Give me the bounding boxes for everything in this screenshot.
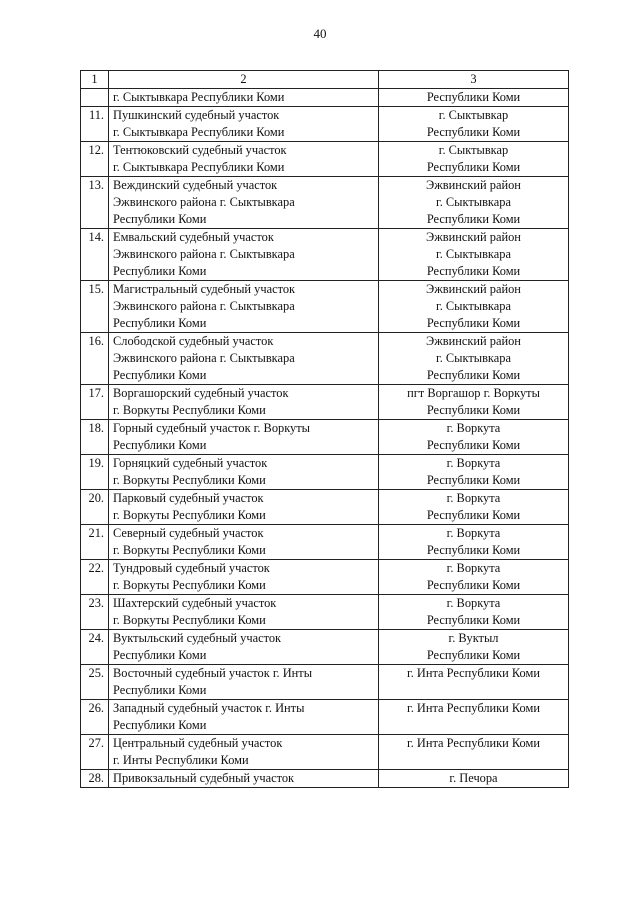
location-line: г. Воркута [446,456,501,470]
header-cell-2: 2 [109,71,379,89]
location-line: г. Сыктывкар [438,143,509,157]
location-line: г. Инта Республики Коми [407,736,540,750]
location-line: Республики Коми [426,578,521,592]
court-district-name [109,142,379,177]
court-name-line: Горный судебный участок г. Воркуты [113,421,310,435]
court-district-name [109,630,379,665]
court-name-line: г. Воркуты Республики Коми [113,578,266,592]
court-name-line: Привокзальный судебный участок [113,771,295,785]
page-number: 40 [313,26,327,41]
table-row [81,560,569,595]
court-district-name [109,560,379,595]
location-line: Республики Коми [426,648,521,662]
row-number: 21. [81,525,109,560]
location-line: г. Печора [449,771,498,785]
table-row [81,735,569,770]
court-name-line: Республики Коми [113,368,207,382]
court-name-line: г. Сыктывкара Республики Коми [113,125,285,139]
table-row [81,281,569,333]
table-row [81,630,569,665]
court-location [379,525,569,560]
location-line: Эжвинский район [426,334,521,348]
row-number: 23. [81,595,109,630]
court-district-name [109,333,379,385]
location-line: г. Воркута [446,421,501,435]
court-name-line: Республики Коми [113,648,207,662]
table-row [81,595,569,630]
court-name-line: Тентюковский судебный участок [113,143,287,157]
location-line: пгт Воргашор г. Воркуты [407,386,540,400]
court-name-line: Республики Коми [113,718,207,732]
court-name-line: г. Сыктывкара Республики Коми [113,160,285,174]
court-name-line: Эжвинского района г. Сыктывкара [113,299,295,313]
location-line: Эжвинский район [426,230,521,244]
row-number: 13. [81,177,109,229]
table-row [81,490,569,525]
location-line: г. Сыктывкара [436,299,511,313]
court-location [379,142,569,177]
court-name-line: г. Воркуты Республики Коми [113,473,266,487]
court-location [379,595,569,630]
location-line: г. Инта Республики Коми [407,701,540,715]
location-line: Республики Коми [426,508,521,522]
table-header-row [81,71,569,89]
location-line: Республики Коми [426,160,521,174]
location-line: Республики Коми [426,264,521,278]
court-name-line: г. Воркуты Республики Коми [113,613,266,627]
court-district-name [109,281,379,333]
court-location [379,490,569,525]
court-location [379,560,569,595]
location-line: г. Воркута [446,561,501,575]
row-number: 26. [81,700,109,735]
court-location [379,665,569,700]
row-number: 22. [81,560,109,595]
court-name-line: Центральный судебный участок [113,736,283,750]
court-location [379,177,569,229]
location-line: Республики Коми [426,125,521,139]
court-name-line: г. Инты Республики Коми [113,753,249,767]
court-name-line: г. Воркуты Республики Коми [113,403,266,417]
court-location [379,420,569,455]
court-name-line: г. Сыктывкара Республики Коми [113,90,285,104]
row-number: 16. [81,333,109,385]
row-number: 20. [81,490,109,525]
table-row [81,770,569,788]
court-name-line: Западный судебный участок г. Инты [113,701,305,715]
court-name-line: Веждинский судебный участок [113,178,278,192]
row-number: 11. [81,107,109,142]
location-line: Республики Коми [426,403,521,417]
location-line: г. Воркута [446,526,501,540]
row-number: 25. [81,665,109,700]
court-name-line: Горняцкий судебный участок [113,456,268,470]
location-line: Республики Коми [426,316,521,330]
court-location [379,455,569,490]
court-district-name [109,700,379,735]
location-line: г. Сыктывкар [438,108,509,122]
row-number: 12. [81,142,109,177]
location-line: Республики Коми [426,438,521,452]
court-location [379,630,569,665]
court-location [379,107,569,142]
court-name-line: Республики Коми [113,438,207,452]
court-district-name [109,595,379,630]
court-location [379,770,569,788]
table-row [81,333,569,385]
court-location [379,700,569,735]
court-name-line: Шахтерский судебный участок [113,596,277,610]
court-name-line: Эжвинского района г. Сыктывкара [113,247,295,261]
location-line: Эжвинский район [426,282,521,296]
location-line: г. Сыктывкара [436,247,511,261]
court-district-name [109,525,379,560]
table-row [81,107,569,142]
location-line: г. Сыктывкара [436,195,511,209]
court-district-name [109,385,379,420]
row-number: 28. [81,770,109,788]
location-line: г. Воркута [446,491,501,505]
court-name-line: Восточный судебный участок г. Инты [113,666,313,680]
court-name-line: Эжвинского района г. Сыктывкара [113,351,295,365]
location-line: Республики Коми [426,90,521,104]
court-location [379,229,569,281]
table-row [81,420,569,455]
court-name-line: Республики Коми [113,683,207,697]
row-number: 15. [81,281,109,333]
court-name-line: Магистральный судебный участок [113,282,296,296]
court-district-name [109,490,379,525]
location-line: г. Инта Республики Коми [407,666,540,680]
table-row [81,177,569,229]
location-line: г. Сыктывкара [436,351,511,365]
header-cell-3: 3 [379,71,569,89]
court-district-name [109,420,379,455]
row-number: 18. [81,420,109,455]
header-cell-1: 1 [81,71,109,89]
row-number [81,89,109,107]
location-line: Республики Коми [426,613,521,627]
location-line: Республики Коми [426,543,521,557]
row-number: 24. [81,630,109,665]
court-location [379,385,569,420]
location-line: г. Воркута [446,596,501,610]
court-name-line: Северный судебный участок [113,526,264,540]
court-name-line: Эжвинского района г. Сыктывкара [113,195,295,209]
court-name-line: г. Воркуты Республики Коми [113,508,266,522]
table-row [81,142,569,177]
location-line: Республики Коми [426,212,521,226]
table-row [81,89,569,107]
court-name-line: Слободской судебный участок [113,334,274,348]
row-number: 14. [81,229,109,281]
court-district-name [109,89,379,107]
location-line: г. Вуктыл [448,631,499,645]
table-row [81,385,569,420]
court-district-name [109,107,379,142]
table-row [81,229,569,281]
table-row [81,700,569,735]
court-district-name [109,177,379,229]
court-districts-table [80,70,569,788]
court-location [379,89,569,107]
court-district-name [109,735,379,770]
table-row [81,525,569,560]
table-row [81,665,569,700]
court-location [379,333,569,385]
court-district-name [109,665,379,700]
court-name-line: Республики Коми [113,264,207,278]
row-number: 19. [81,455,109,490]
court-district-name [109,455,379,490]
court-district-name [109,770,379,788]
court-location [379,735,569,770]
court-name-line: Пушкинский судебный участок [113,108,280,122]
court-name-line: Республики Коми [113,212,207,226]
court-name-line: Емвальский судебный участок [113,230,274,244]
court-district-name [109,229,379,281]
court-name-line: Вуктыльский судебный участок [113,631,282,645]
location-line: Республики Коми [426,473,521,487]
court-name-line: Воргашорский судебный участок [113,386,289,400]
court-name-line: Тундровый судебный участок [113,561,270,575]
table-row [81,455,569,490]
court-name-line: г. Воркуты Республики Коми [113,543,266,557]
location-line: Эжвинский район [426,178,521,192]
court-name-line: Республики Коми [113,316,207,330]
row-number: 27. [81,735,109,770]
location-line: Республики Коми [426,368,521,382]
court-location [379,281,569,333]
court-name-line: Парковый судебный участок [113,491,264,505]
row-number: 17. [81,385,109,420]
